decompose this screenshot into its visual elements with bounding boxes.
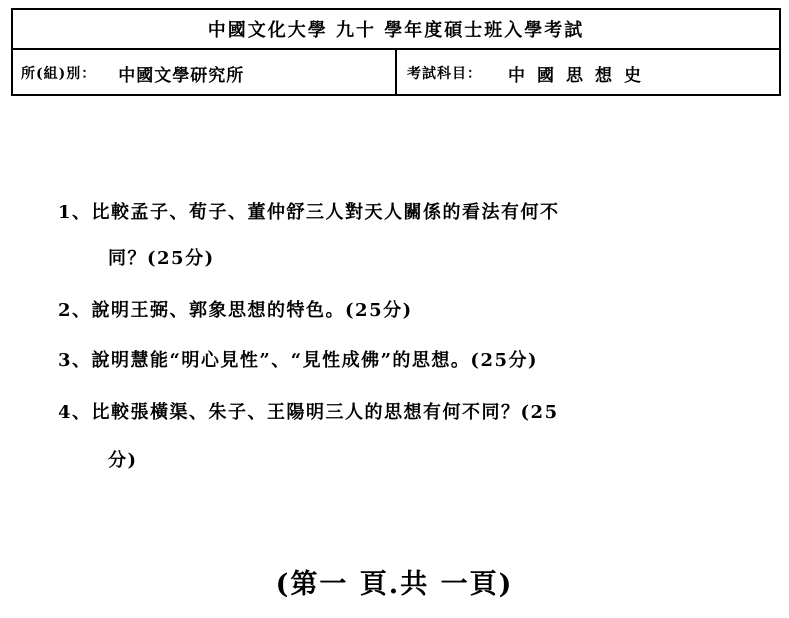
exam-info-row (13, 50, 779, 96)
department-label: 所(組)別： (21, 66, 97, 82)
question-4-line-2: 分) (108, 450, 138, 471)
subject-value: 中國思想史 (508, 65, 653, 86)
question-1-line-2: 同？(25分) (108, 248, 215, 269)
department-value: 中國文學研究所 (118, 65, 245, 86)
question-3: 3、說明慧能“明心見性”、“見性成佛”的思想。(25分) (58, 350, 539, 371)
question-4-line-1: 4、比較張橫渠、朱子、王陽明三人的思想有何不同？(25 (58, 402, 559, 423)
subject-label: 考試科目： (407, 66, 482, 82)
exam-title: 中國文化大學 九十 學年度碩士班入學考試 (13, 10, 779, 50)
question-2: 2、說明王弼、郭象思想的特色。(25分) (58, 300, 413, 321)
page-number-footer (0, 562, 789, 601)
exam-header-table (11, 8, 781, 96)
question-1-line-1: 1、比較孟子、荀子、董仲舒三人對天人關係的看法有何不 (58, 202, 560, 223)
page-number-text: (第一 頁.共 一頁) (275, 569, 514, 600)
department-cell (13, 50, 397, 96)
subject-cell (397, 50, 779, 96)
